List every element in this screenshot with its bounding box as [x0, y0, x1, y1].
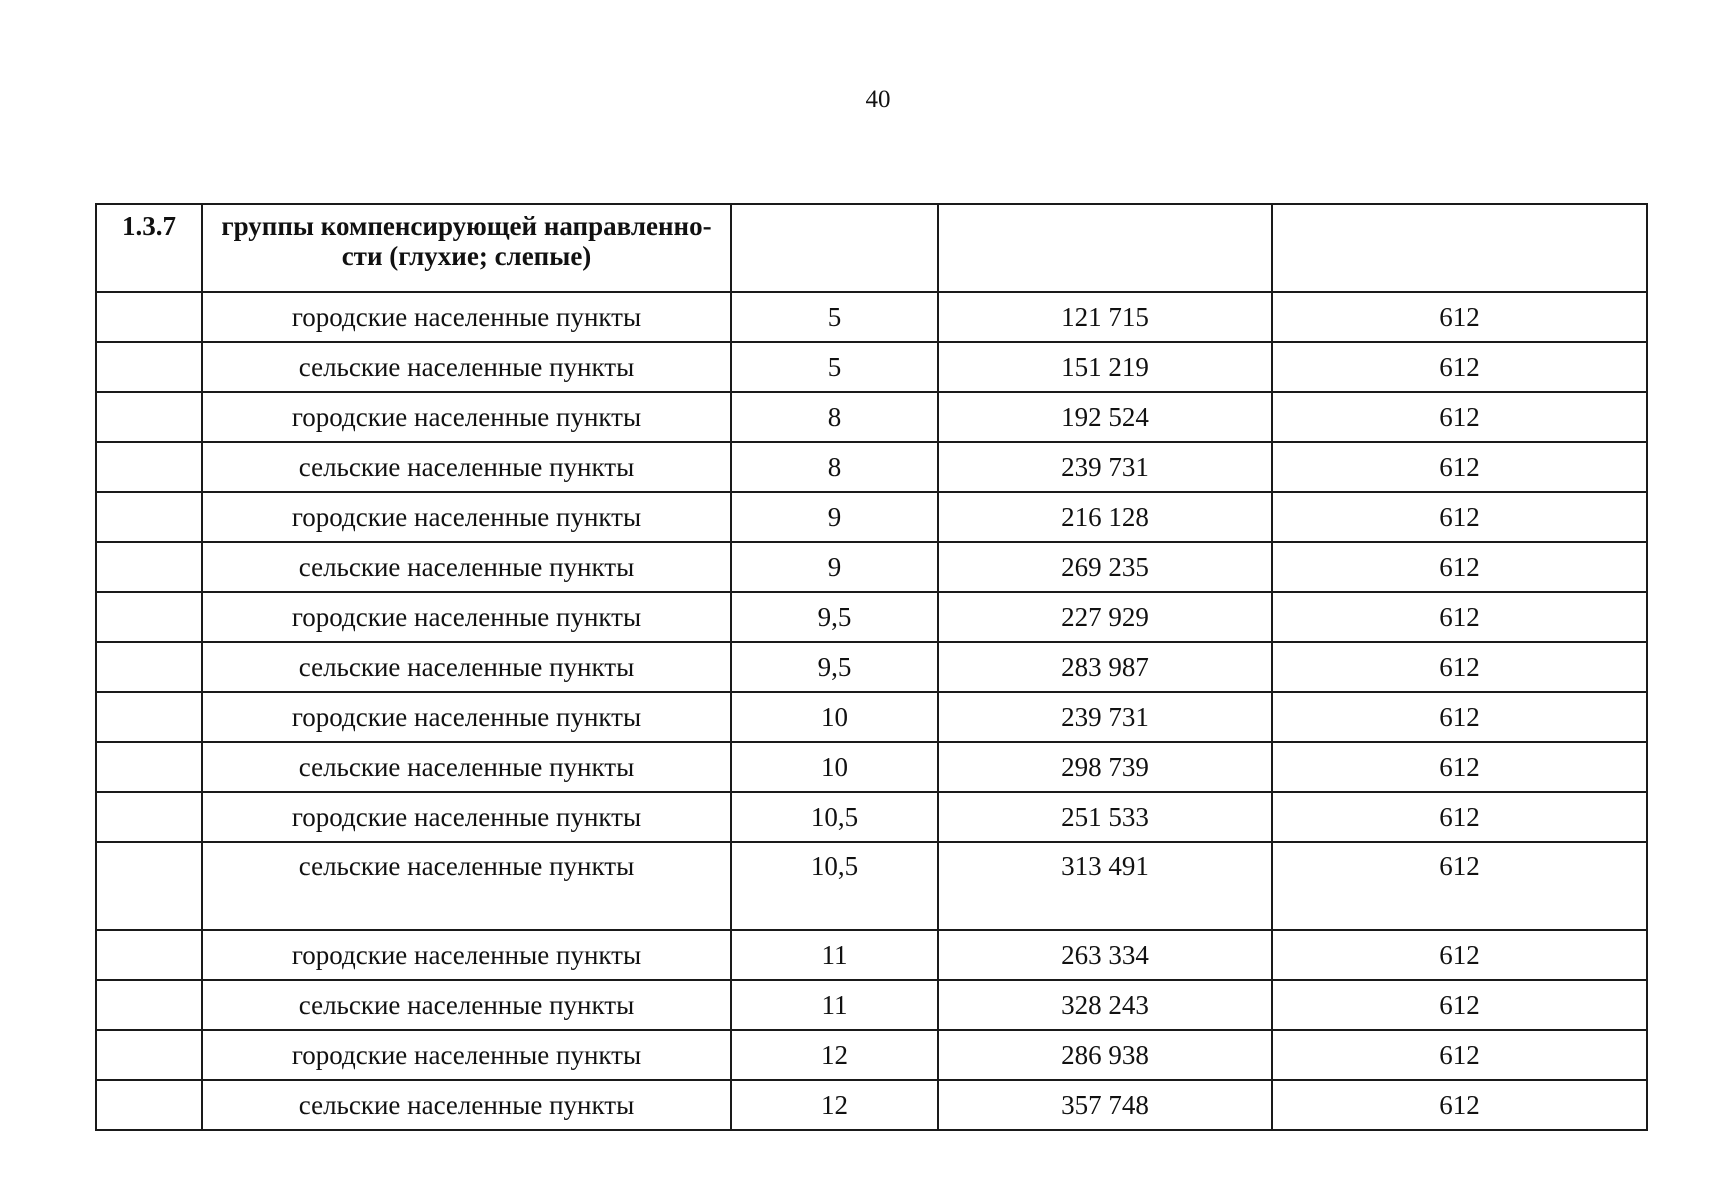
value-b-cell: 151 219: [938, 342, 1272, 392]
settlement-type-cell: сельские населенные пункты: [202, 442, 731, 492]
value-c-cell: 612: [1272, 442, 1647, 492]
value-a-cell: 12: [731, 1030, 938, 1080]
row-number-cell: [96, 1080, 202, 1130]
value-a-cell: 8: [731, 442, 938, 492]
value-c-cell: 612: [1272, 342, 1647, 392]
table-row: [96, 342, 1647, 392]
section-number: 1.3.7: [96, 204, 202, 292]
value-b-cell: 239 731: [938, 692, 1272, 742]
row-number-cell: [96, 1030, 202, 1080]
section-title: группы компенсирующей направленно-сти (глухие; слепые): [202, 204, 731, 292]
table-row: [96, 980, 1647, 1030]
value-b-cell: 313 491: [938, 842, 1272, 930]
table-row: [96, 642, 1647, 692]
row-number-cell: [96, 492, 202, 542]
settlement-type-cell: городские населенные пункты: [202, 792, 731, 842]
settlement-type-cell: городские населенные пункты: [202, 292, 731, 342]
value-b-cell: 216 128: [938, 492, 1272, 542]
table-row: [96, 842, 1647, 930]
row-number-cell: [96, 792, 202, 842]
row-number-cell: [96, 930, 202, 980]
value-c-cell: 612: [1272, 980, 1647, 1030]
row-number-cell: [96, 842, 202, 930]
value-b-cell: 251 533: [938, 792, 1272, 842]
settlement-type-cell: городские населенные пункты: [202, 692, 731, 742]
value-a-cell: 10,5: [731, 792, 938, 842]
value-c-cell: 612: [1272, 292, 1647, 342]
value-a-cell: 5: [731, 292, 938, 342]
value-c-cell: 612: [1272, 392, 1647, 442]
value-a-cell: 5: [731, 342, 938, 392]
table-row: [96, 592, 1647, 642]
table-row: [96, 542, 1647, 592]
settlement-type-cell: сельские населенные пункты: [202, 742, 731, 792]
value-b-cell: 357 748: [938, 1080, 1272, 1130]
value-a-cell: 12: [731, 1080, 938, 1130]
value-a-cell: 9: [731, 492, 938, 542]
settlement-type-cell: городские населенные пункты: [202, 930, 731, 980]
value-a-cell: 11: [731, 930, 938, 980]
table-row: [96, 930, 1647, 980]
value-c-cell: 612: [1272, 492, 1647, 542]
section-header-row: [96, 204, 1647, 292]
table-row: [96, 1030, 1647, 1080]
value-a-cell: 10: [731, 742, 938, 792]
row-number-cell: [96, 742, 202, 792]
row-number-cell: [96, 692, 202, 742]
row-number-cell: [96, 392, 202, 442]
table-row: [96, 1080, 1647, 1130]
value-c-cell: 612: [1272, 1030, 1647, 1080]
value-c-cell: 612: [1272, 792, 1647, 842]
settlement-type-cell: сельские населенные пункты: [202, 1080, 731, 1130]
table-row: [96, 292, 1647, 342]
row-number-cell: [96, 642, 202, 692]
value-a-cell: 8: [731, 392, 938, 442]
table-row: [96, 792, 1647, 842]
value-a-cell: 10,5: [731, 842, 938, 930]
row-number-cell: [96, 542, 202, 592]
settlement-type-cell: сельские населенные пункты: [202, 342, 731, 392]
empty-cell: [1272, 204, 1647, 292]
value-a-cell: 9: [731, 542, 938, 592]
settlement-type-cell: городские населенные пункты: [202, 392, 731, 442]
settlement-type-cell: городские населенные пункты: [202, 592, 731, 642]
empty-cell: [731, 204, 938, 292]
table-row: [96, 492, 1647, 542]
value-c-cell: 612: [1272, 930, 1647, 980]
value-c-cell: 612: [1272, 692, 1647, 742]
value-b-cell: 239 731: [938, 442, 1272, 492]
value-b-cell: 263 334: [938, 930, 1272, 980]
value-b-cell: 227 929: [938, 592, 1272, 642]
value-a-cell: 9,5: [731, 592, 938, 642]
value-a-cell: 10: [731, 692, 938, 742]
value-b-cell: 283 987: [938, 642, 1272, 692]
value-c-cell: 612: [1272, 542, 1647, 592]
value-b-cell: 121 715: [938, 292, 1272, 342]
table-body: [96, 204, 1647, 1130]
settlement-type-cell: сельские населенные пункты: [202, 842, 731, 930]
value-a-cell: 9,5: [731, 642, 938, 692]
data-table: [95, 203, 1648, 1131]
table-row: [96, 442, 1647, 492]
value-c-cell: 612: [1272, 842, 1647, 930]
settlement-type-cell: сельские населенные пункты: [202, 542, 731, 592]
settlement-type-cell: городские населенные пункты: [202, 1030, 731, 1080]
row-number-cell: [96, 292, 202, 342]
empty-cell: [938, 204, 1272, 292]
settlement-type-cell: городские населенные пункты: [202, 492, 731, 542]
settlement-type-cell: сельские населенные пункты: [202, 980, 731, 1030]
table-row: [96, 392, 1647, 442]
value-c-cell: 612: [1272, 642, 1647, 692]
value-c-cell: 612: [1272, 1080, 1647, 1130]
table-row: [96, 692, 1647, 742]
table-row: [96, 742, 1647, 792]
row-number-cell: [96, 980, 202, 1030]
row-number-cell: [96, 592, 202, 642]
value-b-cell: 269 235: [938, 542, 1272, 592]
value-c-cell: 612: [1272, 742, 1647, 792]
value-b-cell: 286 938: [938, 1030, 1272, 1080]
value-b-cell: 328 243: [938, 980, 1272, 1030]
value-c-cell: 612: [1272, 592, 1647, 642]
value-b-cell: 298 739: [938, 742, 1272, 792]
row-number-cell: [96, 442, 202, 492]
page-number: 40: [865, 86, 891, 113]
value-a-cell: 11: [731, 980, 938, 1030]
row-number-cell: [96, 342, 202, 392]
value-b-cell: 192 524: [938, 392, 1272, 442]
settlement-type-cell: сельские населенные пункты: [202, 642, 731, 692]
